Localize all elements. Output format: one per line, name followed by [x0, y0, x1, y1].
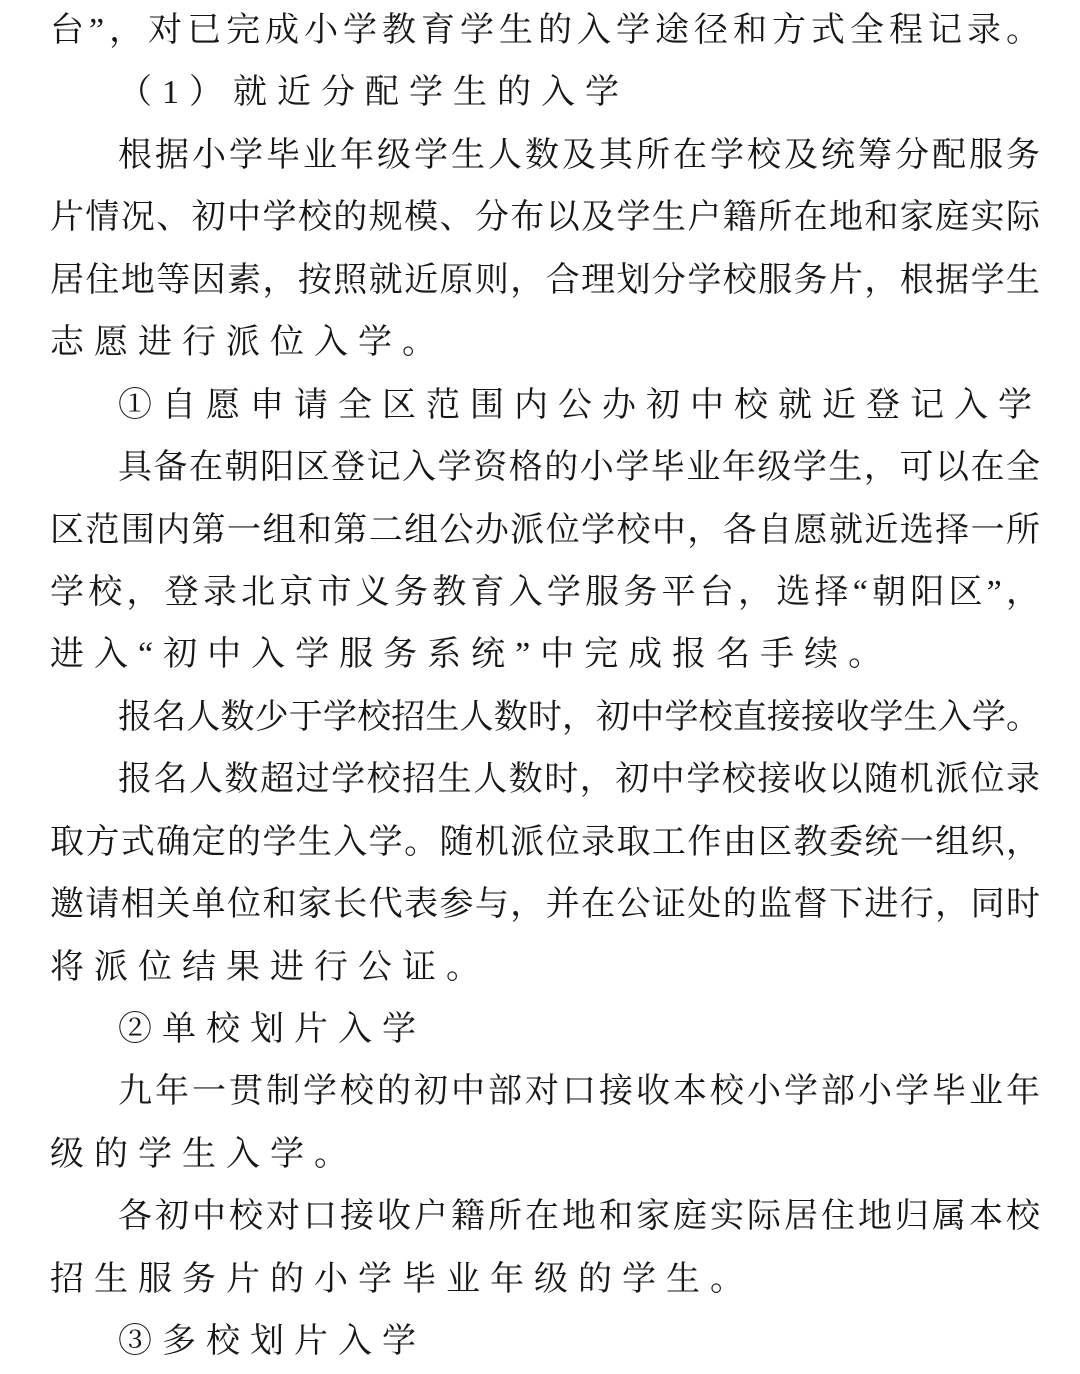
document-line: 将派位结果进行公证。 — [50, 948, 490, 986]
document-text-block — [50, 0, 1040, 1374]
document-line: 各初中校对口接收户籍所在地和家庭实际居住地归属本校 — [118, 1198, 1040, 1236]
document-line: 学校，登录北京市义务教育入学服务平台，选择“朝阳区”， — [50, 573, 1040, 611]
document-line: 报名人数少于学校招生人数时，初中学校直接接收学生入学。 — [118, 698, 1040, 736]
document-line: 志愿进行派位入学。 — [50, 324, 446, 362]
document-line: 居住地等因素，按照就近原则，合理划分学校服务片，根据学生 — [50, 261, 1040, 299]
document-line: 区范围内第一组和第二组公办派位学校中，各自愿就近选择一所 — [50, 511, 1040, 549]
document-line: 招生服务片的小学毕业年级的学生。 — [50, 1260, 754, 1298]
section-heading-line: （1）就近分配学生的入学 — [118, 74, 629, 112]
document-line: 具备在朝阳区登记入学资格的小学毕业年级学生，可以在全 — [118, 449, 1040, 487]
document-line: 片情况、初中学校的规模、分布以及学生户籍所在地和家庭实际 — [50, 199, 1040, 237]
document-line: 级的学生入学。 — [50, 1135, 358, 1173]
section-heading-line: ①自愿申请全区范围内公办初中校就近登记入学 — [118, 386, 1042, 424]
section-heading-line: ③多校划片入学 — [118, 1323, 426, 1361]
document-line: 进入“初中入学服务系统”中完成报名手续。 — [50, 636, 893, 674]
document-line: 报名人数超过学校招生人数时，初中学校接收以随机派位录 — [118, 761, 1040, 799]
document-line: 邀请相关单位和家长代表参与，并在公证处的监督下进行，同时 — [50, 886, 1040, 924]
document-line: 九年一贯制学校的初中部对口接收本校小学部小学毕业年 — [118, 1073, 1040, 1111]
document-line: 台”，对已完成小学教育学生的入学途径和方式全程记录。 — [50, 12, 1040, 49]
section-heading-line: ②单校划片入学 — [118, 1011, 426, 1048]
document-line: 取方式确定的学生入学。随机派位录取工作由区教委统一组织， — [50, 823, 1040, 861]
document-line: 根据小学毕业年级学生人数及其所在学校及统筹分配服务 — [118, 136, 1040, 174]
